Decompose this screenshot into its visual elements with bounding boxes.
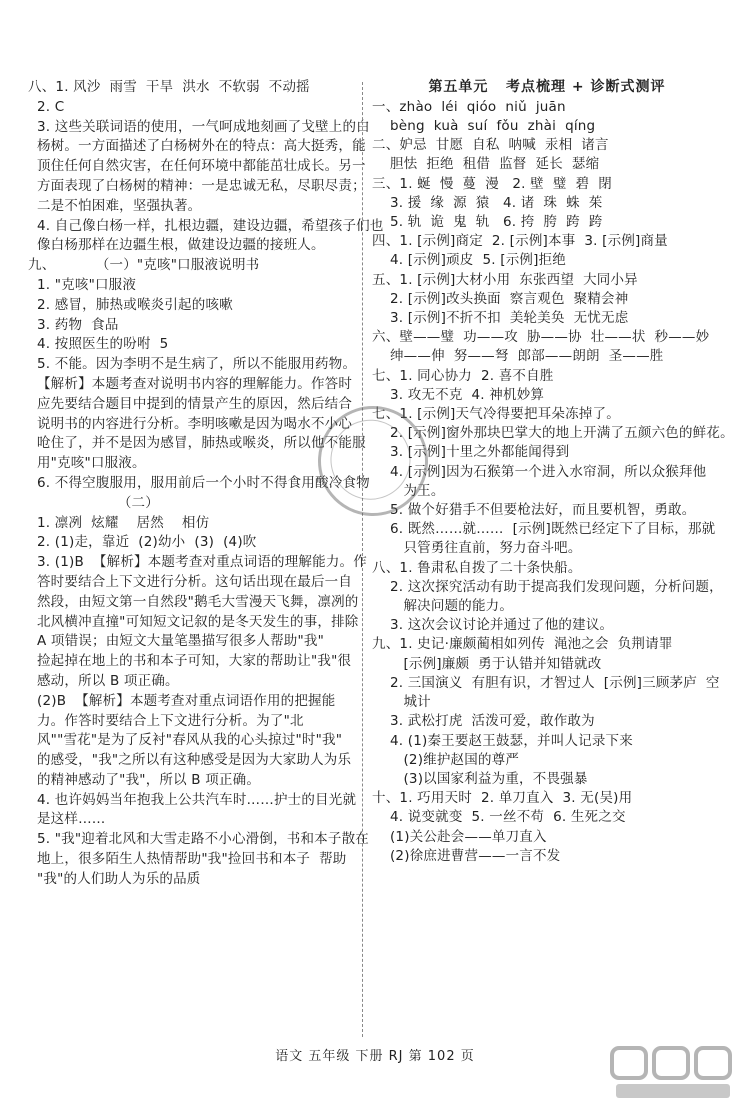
answer-line: 的感受，"我"之所以有这种感受是因为大家助人为乐	[28, 752, 352, 769]
answer-line: 说明书的内容进行分析。李明咳嗽是因为喝水不小心	[28, 415, 353, 432]
answer-line: 八、1. 风沙 雨雪 干旱 洪水 不软弱 不动摇	[28, 79, 310, 95]
answer-line: 的精神感动了"我"，所以 B 项正确。	[28, 771, 261, 788]
answer-line: 八、1. 鲁肃私自拨了二十条快船。	[372, 559, 582, 576]
answer-line: 2. 感冒，肺热或喉炎引起的咳嗽	[28, 296, 233, 313]
answer-line: 3. [示例]不折不扣 美轮美奂 无忧无虑	[372, 310, 629, 327]
answer-line: 六、壁——璧 功——攻 胁——协 壮——状 秒——妙	[372, 329, 710, 346]
answer-line: [示例]廉颇 勇于认错并知错就改	[372, 655, 602, 672]
answer-line: 2. 这次探究活动有助于提高我们发现问题，分析问题，	[372, 578, 723, 595]
answer-line: 顶住任何自然灾害，在任何环境中都能茁壮成长。另一	[28, 158, 366, 175]
answer-line: bèng kuà suí fǒu zhài qíng	[372, 118, 596, 134]
answer-line: 地上，很多陌生人热情帮助"我"捡回书和本子 帮助	[28, 851, 347, 868]
right-answer-list	[372, 98, 734, 866]
answer-line: 4. (1)秦王要赵王鼓瑟，并叫人记录下来	[372, 732, 633, 749]
answer-line: 二是不怕困难，坚强执著。	[28, 197, 202, 214]
answer-line: 1. 凛冽 炫耀 居然 相仿	[28, 514, 210, 531]
left-column	[28, 78, 384, 890]
unit-title: 第五单元 考点梳理 + 诊断式测评	[428, 79, 666, 95]
answer-line: 绅——伸 努——弩 郎部——朗朗 圣——胜	[372, 348, 664, 365]
answer-line: 方面表现了白杨树的精神：一是忠诚无私，尽职尽责；	[28, 177, 366, 194]
answer-line: 5. 轨 诡 鬼 轨 6. 挎 胯 跨 跨	[372, 214, 603, 231]
answer-line: 应先要结合题目中提到的情景产生的原因，然后结合	[28, 395, 353, 412]
answer-line: 1. "克咳"口服液	[28, 276, 137, 293]
answer-line: 2. C	[28, 98, 65, 115]
answer-line: 5. 做个好猎手不但要枪法好，而且要机智，勇敢。	[372, 502, 696, 519]
page-footer: 语文 五年级 下册 RJ 第 102 页	[275, 1049, 475, 1064]
answer-line: 感动，所以 B 项正确。	[28, 672, 179, 689]
answer-line: 4. [示例]因为石猴第一个进入水帘洞，所以众猴拜他	[372, 463, 707, 480]
answer-line: 3. 攻无不克 4. 神机妙算	[372, 386, 545, 403]
answer-line: 五、1. [示例]大材小用 东张西望 大同小异	[372, 271, 638, 288]
answer-line: 九、1. 史记·廉颇蔺相如列传 渑池之会 负荆请罪	[372, 636, 673, 653]
answer-line: 四、1. [示例]商定 2. [示例]本事 3. [示例]商量	[372, 233, 668, 250]
answer-line: 杨树。一方面描述了白杨树外在的特点：高大挺秀，能	[28, 138, 366, 155]
answer-line: 风""雪花"是为了反衬"春风从我的心头掠过"时"我"	[28, 732, 343, 749]
answer-line: 北风横冲直撞"可知短文记叙的是冬天发生的事，排除	[28, 613, 359, 630]
answer-line: 3. 武松打虎 活泼可爱，敢作敢为	[372, 713, 595, 730]
answer-line: 6. 不得空腹服用，服用前后一个小时不得食用酸冷食物	[28, 474, 370, 491]
answer-line: 2. 三国演义 有胆有识，才智过人 [示例]三顾茅庐 空	[372, 674, 720, 691]
answer-line: A 项错误；由短文大量笔墨描写很多人帮助"我"	[28, 633, 325, 650]
answer-line: (2)B 【解析】本题考查对重点词语作用的把握能	[28, 692, 336, 709]
answer-line: 十、1. 巧用天时 2. 单刀直入 3. 无(吴)用	[372, 790, 633, 807]
answer-line: 捡起掉在地上的书和本子可知，大家的帮助让"我"很	[28, 653, 352, 670]
answer-line: 4. 说变就变 5. 一丝不苟 6. 生死之交	[372, 809, 626, 826]
stamp-inner-ring	[320, 409, 421, 510]
answer-line: 3. (1)B 【解析】本题考查对重点词语的理解能力。作	[28, 554, 367, 571]
answer-line: 九、 （一）"克咳"口服液说明书	[28, 257, 260, 274]
answer-line: (3)以国家利益为重，不畏强暴	[372, 770, 588, 787]
answer-line: 答时要结合上下文进行分析。这句话出现在最后一自	[28, 573, 353, 590]
answer-line: 3. [示例]十里之外都能闻得到	[372, 444, 570, 461]
answer-line: 只管勇往直前，努力奋斗吧。	[372, 540, 582, 557]
answer-line: 为王。	[372, 482, 445, 499]
answer-line: 城计	[372, 694, 431, 711]
answer-line: 用"克咳"口服液。	[28, 455, 146, 472]
answer-line: 4. 自己像白杨一样，扎根边疆，建设边疆，希望孩子们也	[28, 217, 384, 234]
answer-line: 是这样……	[28, 811, 106, 828]
answer-line: 胆怯 拒绝 租借 监督 延长 瑟缩	[372, 156, 600, 173]
answer-line: （二）	[28, 494, 159, 511]
answer-line: 呛住了，并不是因为感冒，肺热或喉炎，所以他不能服	[28, 435, 366, 452]
answer-line: 【解析】本题考查对说明书内容的理解能力。作答时	[28, 375, 353, 392]
answer-line: 3. 药物 食品	[28, 316, 119, 333]
answer-line: 2. (1)走，靠近 (2)幼小 (3) (4)吹	[28, 534, 257, 551]
answer-line: 3. 这些关联词语的使用，一气呵成地刻画了戈壁上的白	[28, 118, 370, 135]
answer-line: 3. 这次会议讨论并通过了他的建议。	[372, 617, 614, 634]
column-divider	[362, 82, 363, 1037]
answer-line: (2)徐庶进曹营——一言不发	[372, 847, 561, 864]
answer-line: 二、妒忌 甘愿 自私 呐喊 汞相 诸言	[372, 137, 609, 154]
answer-line: 七、1. 同心协力 2. 喜不自胜	[372, 367, 554, 384]
answer-line: 3. 援 缘 源 猿 4. 诸 珠 蛛 茱	[372, 194, 603, 211]
answer-line: 然段，由短文第一自然段"鹅毛大雪漫天飞舞，凛冽的	[28, 593, 359, 610]
answer-line: 三、1. 蜒 慢 蔓 漫 2. 壁 璧 碧 閉	[372, 175, 612, 192]
answer-line: 6. 既然……就…… [示例]既然已经定下了目标，那就	[372, 521, 716, 538]
answer-line: 4. 按照医生的吩咐 5	[28, 336, 169, 353]
answer-line: 一、zhào léi qióo niǔ juān	[372, 98, 566, 115]
answer-line: 2. [示例]改头换面 察言观色 聚精会神	[372, 290, 629, 307]
answer-line: 5. 不能。因为李明不是生病了，所以不能服用药物。	[28, 356, 357, 373]
answer-line: "我"的人们助人为乐的品质	[28, 870, 201, 887]
answer-line: 力。作答时要结合上下文进行分析。为了"北	[28, 712, 304, 729]
answer-line: (2)维护赵国的尊严	[372, 751, 520, 768]
answer-line: 2. [示例]窗外那块巴掌大的地上开满了五颜六色的鲜花。	[372, 425, 734, 442]
answer-line: 解决问题的能力。	[372, 598, 514, 615]
answer-line: 像白杨那样在边疆生根，做建设边疆的接班人。	[28, 237, 325, 254]
answer-line: 4. 也许妈妈当年抱我上公共汽车时……护士的目光就	[28, 791, 357, 808]
answer-line: (1)关公赴会——单刀直入	[372, 828, 547, 845]
answer-line: 5. "我"迎着北风和大雪走路不小心滑倒，书和本子散在	[28, 831, 369, 848]
answer-line: 七、1. [示例]天气冷得要把耳朵冻掉了。	[372, 406, 620, 423]
answer-line: 4. [示例]顽皮 5. [示例]拒绝	[372, 252, 566, 269]
